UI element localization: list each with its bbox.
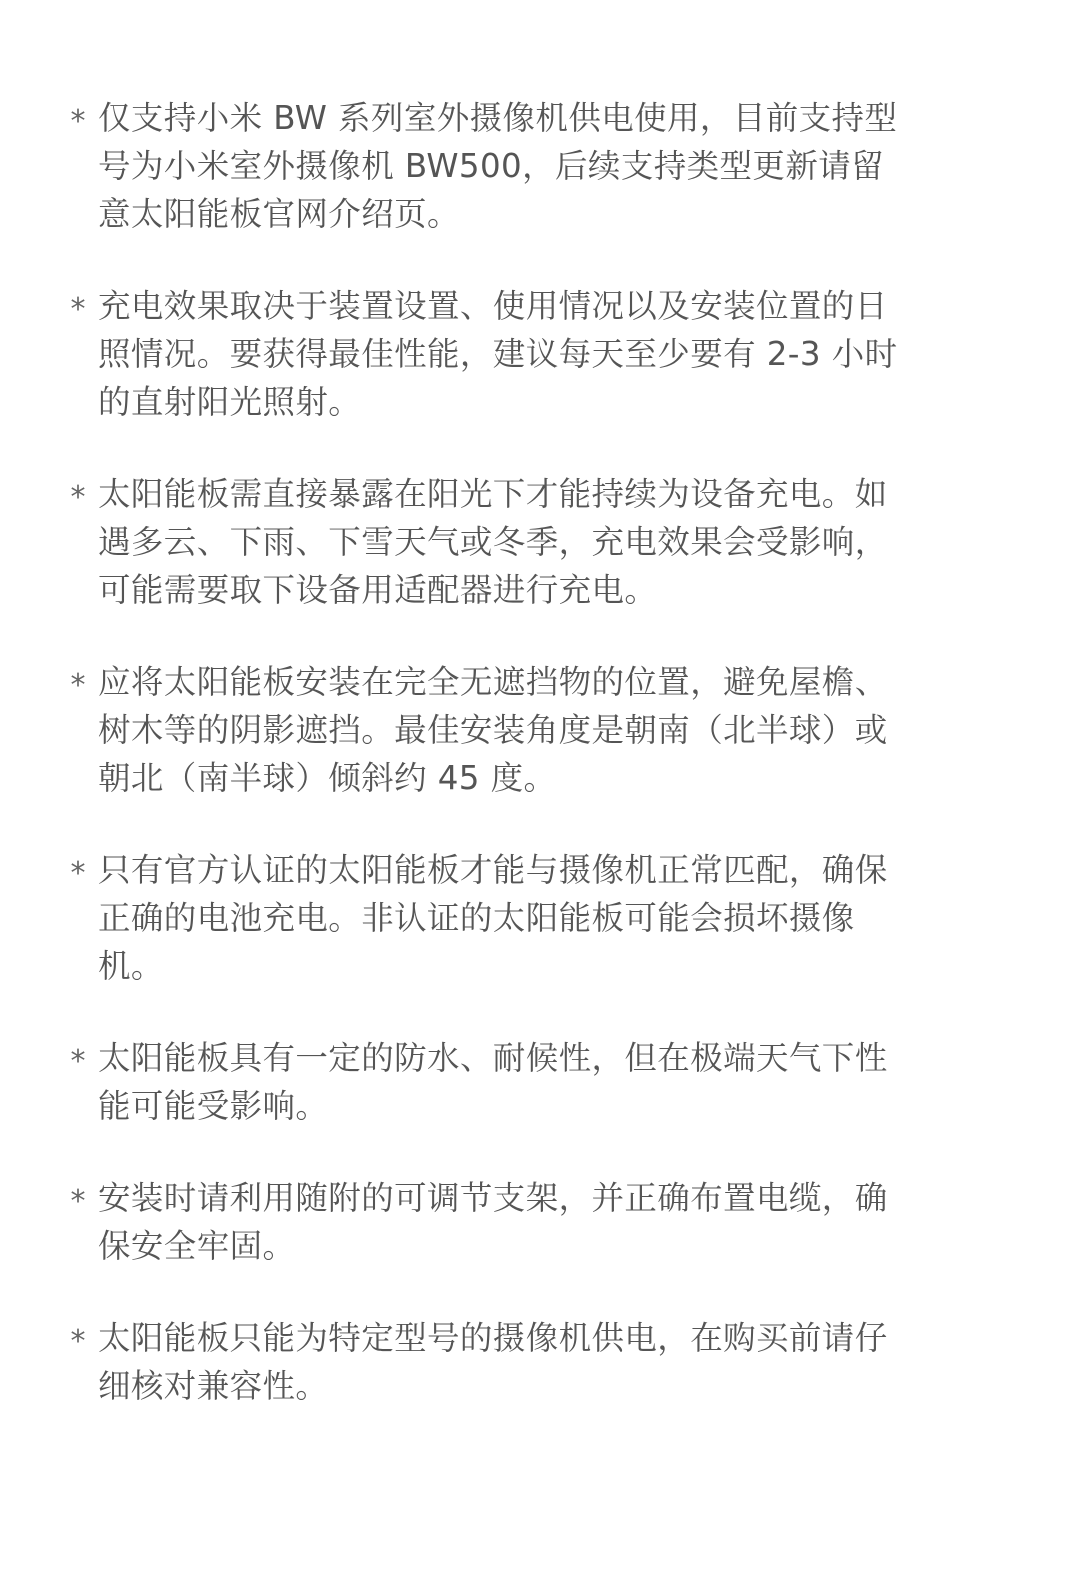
note-text: 只有官方认证的太阳能板才能与摄像机正常匹配，确保 正确的电池充电。非认证的太阳能板可能会损坏摄像 机。 <box>98 851 888 985</box>
notes-list <box>0 94 1080 1454</box>
note-text: 太阳能板只能为特定型号的摄像机供电，在购买前请仔 细核对兼容性。 <box>98 1319 888 1405</box>
note-item <box>0 1034 1080 1130</box>
asterisk-icon: * <box>70 1044 86 1079</box>
note-item <box>0 1174 1080 1270</box>
note-item <box>0 470 1080 614</box>
note-text: 充电效果取决于装置设置、使用情况以及安装位置的日 照情况。要获得最佳性能，建议每天至少要有 2-3 小时 的直射阳光照射。 <box>98 287 898 421</box>
note-item <box>0 658 1080 802</box>
asterisk-icon: * <box>70 480 86 515</box>
asterisk-icon: * <box>70 1184 86 1219</box>
note-text: 太阳能板具有一定的防水、耐候性，但在极端天气下性 能可能受影响。 <box>98 1039 888 1125</box>
asterisk-icon: * <box>70 1324 86 1359</box>
asterisk-icon: * <box>70 292 86 327</box>
asterisk-icon: * <box>70 668 86 703</box>
note-item <box>0 1314 1080 1410</box>
note-item <box>0 94 1080 238</box>
note-item <box>0 846 1080 990</box>
note-item <box>0 282 1080 426</box>
note-text: 太阳能板需直接暴露在阳光下才能持续为设备充电。如 遇多云、下雨、下雪天气或冬季，充电效果会受影响， 可能需要取下设备用适配器进行充电。 <box>98 475 888 609</box>
note-text: 仅支持小米 BW 系列室外摄像机供电使用，目前支持型 号为小米室外摄像机 BW500，后续支持类型更新请留 意太阳能板官网介绍页。 <box>98 99 898 233</box>
asterisk-icon: * <box>70 104 86 139</box>
note-text: 安装时请利用随附的可调节支架，并正确布置电缆，确 保安全牢固。 <box>98 1179 888 1265</box>
note-text: 应将太阳能板安装在完全无遮挡物的位置，避免屋檐、 树木等的阴影遮挡。最佳安装角度是朝南（北半球）或 朝北（南半球）倾斜约 45 度。 <box>98 663 888 797</box>
asterisk-icon: * <box>70 856 86 891</box>
